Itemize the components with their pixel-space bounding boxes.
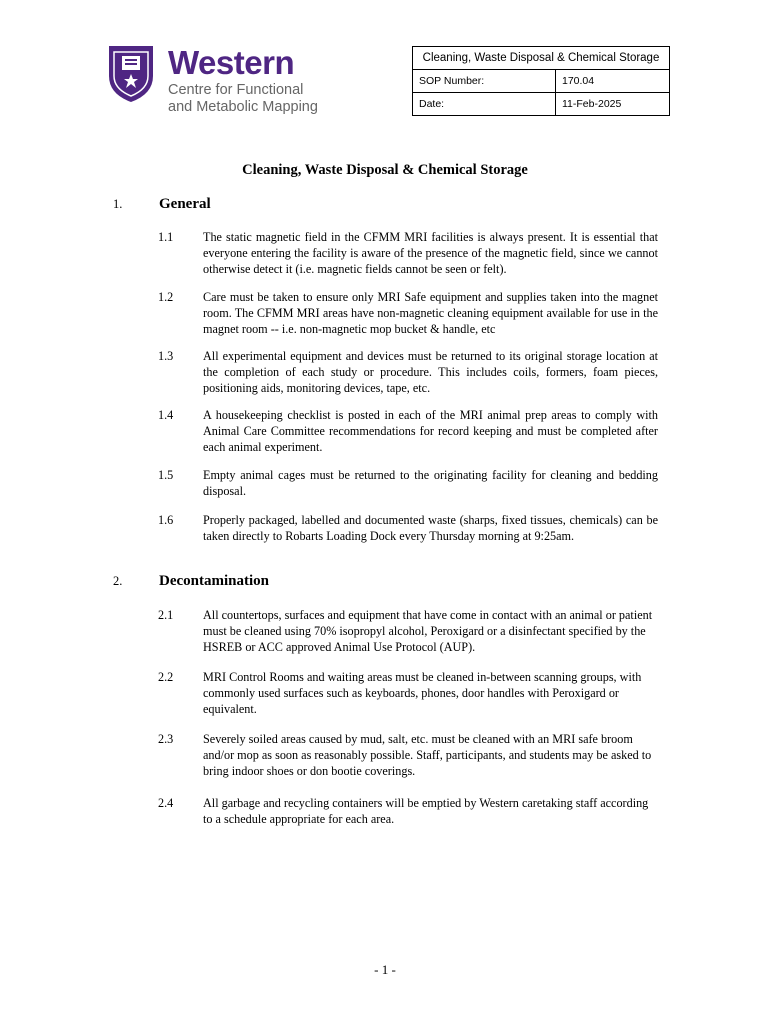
- section-heading-general: [113, 196, 211, 213]
- item-number: 1.2: [158, 290, 174, 304]
- list-item: [158, 608, 658, 655]
- page-number: - 1 -: [374, 962, 396, 977]
- list-item: [158, 796, 658, 828]
- item-text: The static magnetic field in the CFMM MRI facilities is always present. It is essential that everyone entering the facility is aware of the presence of the magnetic field, since we cannot otherwise detect it (i.e. magnetic fields cannot be seen or felt).: [203, 230, 658, 276]
- logo-subtitle-line2: and Metabolic Mapping: [168, 99, 318, 115]
- western-crest-icon: [106, 44, 156, 104]
- document-title: Cleaning, Waste Disposal & Chemical Storage: [242, 162, 528, 178]
- logo-subtitle-line1: Centre for Functional: [168, 82, 304, 98]
- list-item: [158, 670, 658, 717]
- section-title: Decontamination: [159, 573, 269, 589]
- date-value: 11-Feb-2025: [556, 93, 670, 116]
- list-item: [158, 732, 658, 779]
- item-number: 2.4: [158, 796, 174, 810]
- section-number: 1.: [113, 197, 123, 211]
- item-text: Severely soiled areas caused by mud, salt, etc. must be cleaned with an MRI safe broom and/or mop as soon as reasonably possible. Staff, participants, and students may be asked to bring indoor shoes or don bootie coverings.: [203, 732, 652, 778]
- date-label: Date:: [413, 93, 556, 116]
- list-item: [158, 230, 658, 277]
- header-title-cell: Cleaning, Waste Disposal & Chemical Storage: [413, 47, 670, 70]
- item-text: Empty animal cages must be returned to the originating facility for cleaning and bedding disposal.: [203, 468, 658, 498]
- item-text: All countertops, surfaces and equipment that have come in contact with an animal or patient must be cleaned using 70% isopropyl alcohol, Peroxigard or a disinfectant specified by the HSREB or ACC approved Animal Use Protocol (AUP).: [203, 608, 653, 654]
- item-text: Properly packaged, labelled and documented waste (sharps, fixed tissues, chemicals) can be taken directly to Robarts Loading Dock every Thursday morning at 9:25am.: [203, 513, 658, 543]
- item-text: All garbage and recycling containers will be emptied by Western caretaking staff according to a schedule appropriate for each area.: [203, 796, 649, 826]
- item-number: 1.1: [158, 230, 174, 244]
- section-heading-decontamination: [113, 573, 269, 590]
- list-item: [158, 468, 658, 500]
- item-number: 1.5: [158, 468, 174, 482]
- western-logo: [106, 44, 346, 118]
- item-number: 2.2: [158, 670, 174, 684]
- list-item: [158, 290, 658, 337]
- item-text: A housekeeping checklist is posted in each of the MRI animal prep areas to comply with Animal Care Committee recommendations for record keeping and must be completed after each animal experiment.: [203, 408, 658, 454]
- item-number: 2.3: [158, 732, 174, 746]
- sop-header-table: [412, 46, 670, 116]
- item-number: 1.3: [158, 349, 174, 363]
- section-number: 2.: [113, 574, 123, 588]
- sop-number-value: 170.04: [556, 70, 670, 93]
- list-item: [158, 513, 658, 545]
- list-item: [158, 408, 658, 455]
- item-number: 2.1: [158, 608, 174, 622]
- item-text: MRI Control Rooms and waiting areas must be cleaned in-between scanning groups, with commonly used surfaces such as keyboards, phones, door handles with Peroxigard or equivalent.: [203, 670, 642, 716]
- item-number: 1.6: [158, 513, 174, 527]
- section-title: General: [159, 196, 211, 212]
- item-number: 1.4: [158, 408, 174, 422]
- sop-number-label: SOP Number:: [413, 70, 556, 93]
- list-item: [158, 349, 658, 396]
- logo-name: Western: [168, 44, 295, 81]
- item-text: All experimental equipment and devices must be returned to its original storage location at the completion of each study or procedure. This includes coils, formers, foam pieces, positioning aids, monitoring devices, tape, etc.: [203, 349, 658, 395]
- item-text: Care must be taken to ensure only MRI Safe equipment and supplies taken into the magnet room. The CFMM MRI areas have non-magnetic cleaning equipment available for use in the magnet room -- i.e. non-magnetic mop bucket & handle, etc: [203, 290, 658, 336]
